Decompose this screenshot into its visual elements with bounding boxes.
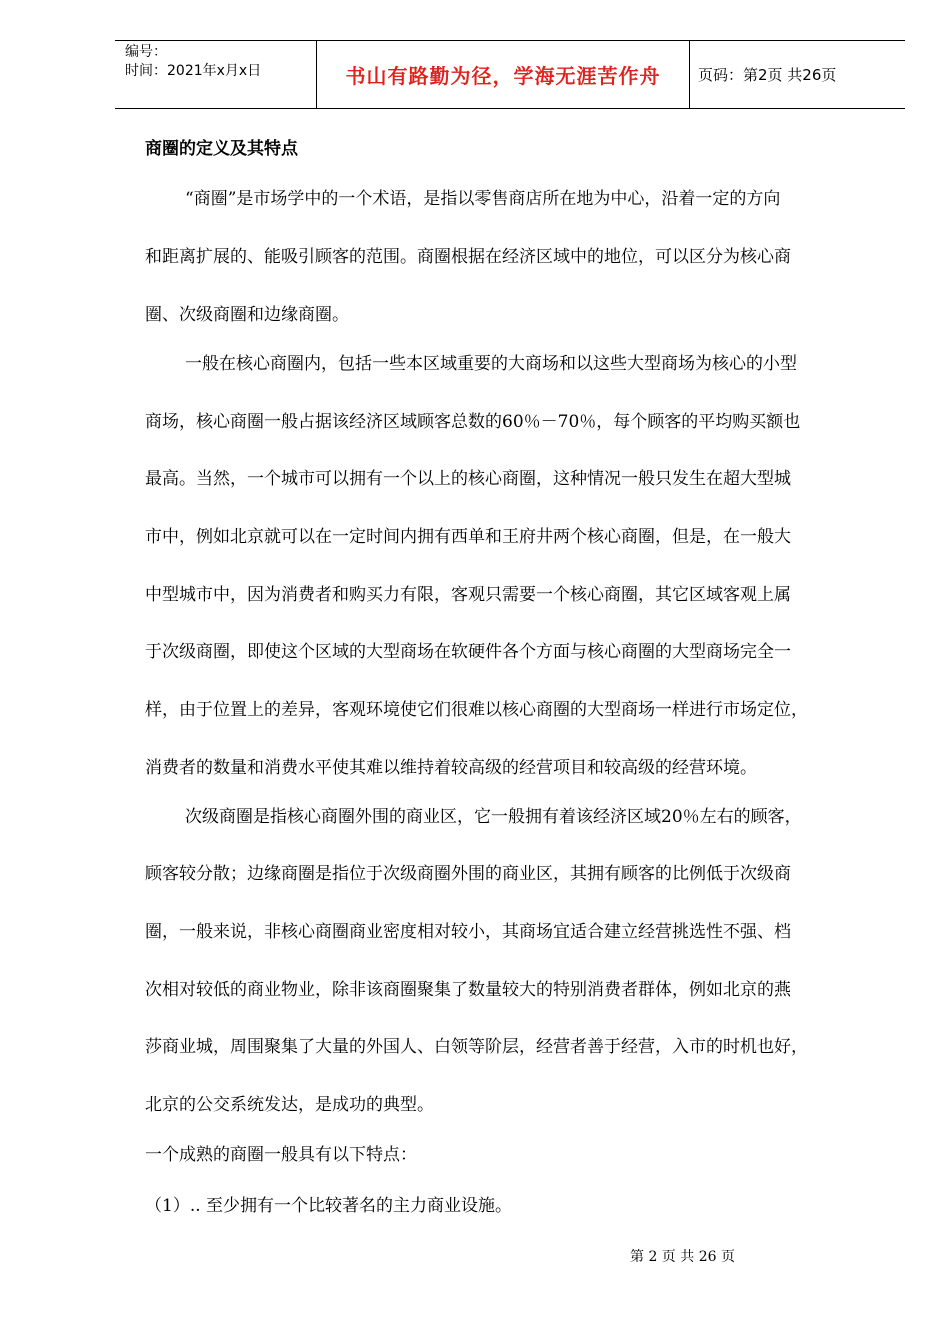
body-line: “商圈”是市场学中的一个术语，是指以零售商店所在地为中心，沿着一定的方向 <box>185 189 781 209</box>
header-page-info: 页码：第2页 共26页 <box>698 66 837 84</box>
number-label: 编号： <box>125 44 167 60</box>
section-heading: 商圈的定义及其特点 <box>145 139 298 159</box>
body-line: 商场，核心商圈一般占据该经济区域顾客总数的60％－70％，每个顾客的平均购买额也 <box>145 412 801 432</box>
page-footer: 第 2 页 共 26 页 <box>630 1249 735 1265</box>
body-line: 和距离扩展的、能吸引顾客的范围。商圈根据在经济区域中的地位，可以区分为核心商 <box>145 247 791 267</box>
body-line: 一般在核心商圈内，包括一些本区域重要的大商场和以这些大型商场为核心的小型 <box>185 354 797 374</box>
body-line: 于次级商圈，即使这个区域的大型商场在软硬件各个方面与核心商圈的大型商场完全一 <box>145 642 791 662</box>
body-line: 消费者的数量和消费水平使其难以维持着较高级的经营项目和较高级的经营环境。 <box>145 758 757 778</box>
body-line: 次级商圈是指核心商圈外围的商业区，它一般拥有着该经济区域20％左右的顾客， <box>185 807 802 827</box>
time-label: 时间：2021年x月x日 <box>125 63 262 79</box>
body-line: 次相对较低的商业物业，除非该商圈聚集了数量较大的特别消费者群体，例如北京的燕 <box>145 980 791 1000</box>
body-line: 样，由于位置上的差异，客观环境使它们很难以核心商圈的大型商场一样进行市场定位， <box>145 700 808 720</box>
body-line: 顾客较分散；边缘商圈是指位于次级商圈外围的商业区，其拥有顾客的比例低于次级商 <box>145 864 791 884</box>
body-line: 市中，例如北京就可以在一定时间内拥有西单和王府井两个核心商圈，但是，在一般大 <box>145 527 791 547</box>
body-line: 圈、次级商圈和边缘商圈。 <box>145 305 349 325</box>
list-item: （1）.. 至少拥有一个比较著名的主力商业设施。 <box>145 1196 513 1216</box>
body-line: 莎商业城，周围聚集了大量的外国人、白领等阶层，经营者善于经营，入市的时机也好， <box>145 1037 808 1057</box>
body-line: 最高。当然，一个城市可以拥有一个以上的核心商圈，这种情况一般只发生在超大型城 <box>145 469 791 489</box>
header-meta <box>115 41 317 108</box>
body-line: 中型城市中，因为消费者和购买力有限，客观只需要一个核心商圈，其它区域客观上属 <box>145 585 791 605</box>
header-slogan: 书山有路勤为径，学海无涯苦作舟 <box>317 41 690 108</box>
body-line: 圈，一般来说，非核心商圈商业密度相对较小，其商场宜适合建立经营挑选性不强、档 <box>145 922 791 942</box>
page-header <box>115 40 905 109</box>
body-line: 北京的公交系统发达，是成功的典型。 <box>145 1095 434 1115</box>
body-line: 一个成熟的商圈一般具有以下特点： <box>145 1145 417 1165</box>
